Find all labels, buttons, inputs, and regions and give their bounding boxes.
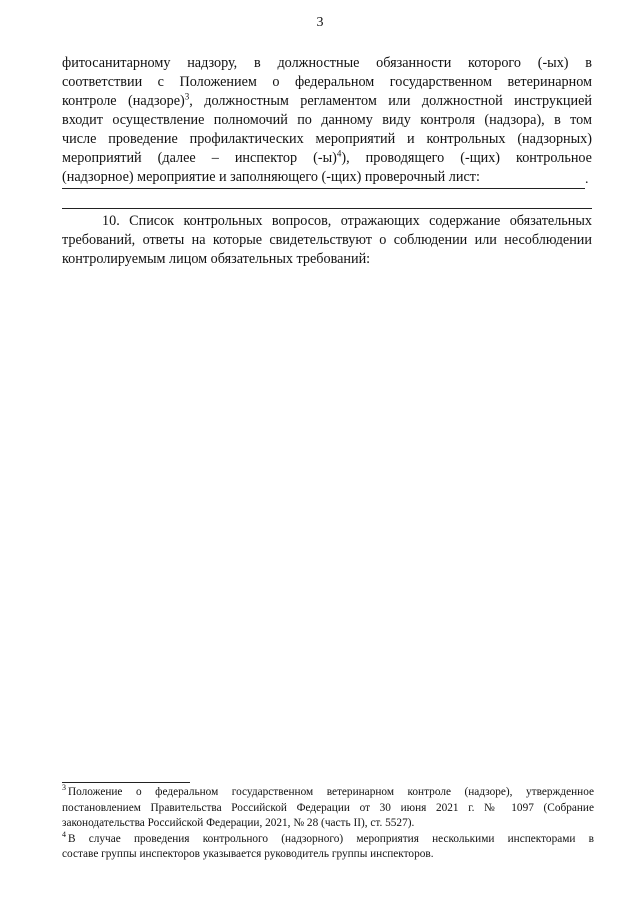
footnote-4-line [62,832,594,848]
line-text: мероприятий (далее – инспектор (-ы) [62,150,337,166]
footnote-text: Положение о федеральном государственном ветеринарном контроле (надзоре), утвержденное [68,786,594,798]
footnote-4-mark: 4 [62,830,66,840]
paragraph-line: контролируемым лицом обязательных требований: [62,251,371,267]
paragraph-line [62,92,592,111]
line-text: контроле (надзоре) [62,93,185,109]
paragraph-line: 10. Список контрольных вопросов, отражающих содержание обязательных [102,213,592,229]
line-text: , должностным регламентом или должностной инструкцией [189,93,592,109]
paragraph-line: входит осуществление полномочий по данному виду контроля (надзора), в том [62,112,592,128]
footnote-separator [62,782,190,783]
footnote-3-line: постановлением Правительства Российской Федерации от 30 июня 2021 г. № 1097 (Собрание [62,801,594,814]
fill-in-line-1 [62,188,585,189]
paragraph-line: соответствии с Положением о федеральном государственном ветеринарном [62,74,592,90]
footnote-3-line: законодательства Российской Федерации, 2021, № 28 (часть II), ст. 5527). [62,817,415,830]
footnotes [62,785,594,863]
page-number: 3 [316,15,324,30]
body-paragraph-1 [62,54,592,187]
fill-in-line-period: . [585,172,589,187]
paragraph-line [62,149,592,168]
footnote-3-line [62,785,594,801]
footnote-3-mark: 3 [62,783,66,793]
footnote-ref-4: 4 [336,148,342,159]
line-text: ), проводящего (-щих) контрольное [341,150,592,166]
paragraph-line: (надзорное) мероприятие и заполняющего (-щих) проверочный лист: [62,169,480,185]
body-paragraph-2 [62,212,592,269]
paragraph-line: числе проведение профилактических мероприятий и контрольных (надзорных) [62,131,592,147]
fill-in-line-2 [62,208,592,209]
footnote-4-line: составе группы инспекторов указывается руководитель группы инспекторов. [62,848,434,861]
footnote-ref-3: 3 [184,91,190,102]
paragraph-line: фитосанитарному надзору, в должностные обязанности которого (-ых) в [62,55,592,71]
footnote-text: В случае проведения контрольного (надзорного) мероприятия несколькими инспекторами в [68,832,594,845]
paragraph-line: требований, ответы на которые свидетельствуют о соблюдении или несоблюдении [62,232,592,248]
